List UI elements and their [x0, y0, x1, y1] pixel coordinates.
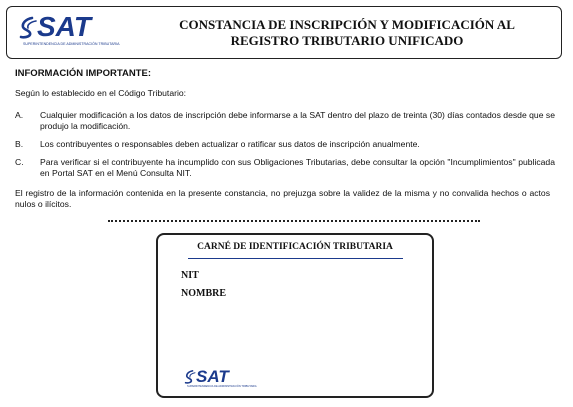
- sat-swoosh-icon: [17, 15, 39, 39]
- sat-logo-subtitle: SUPERINTENDENCIA DE ADMINISTRACIÓN TRIBUTARIA: [23, 42, 120, 46]
- sat-swoosh-icon: [183, 369, 197, 384]
- item-text: Los contribuyentes o responsables deben actualizar o ratificar sus datos de inscripción anualmente.: [40, 139, 420, 149]
- important-info-heading: INFORMACIÓN IMPORTANTE:: [15, 68, 151, 79]
- nit-label: NIT: [181, 270, 199, 281]
- title-line-2: REGISTRO TRIBUTARIO UNIFICADO: [230, 33, 464, 48]
- title-line-1: CONSTANCIA DE INSCRIPCIÓN Y MODIFICACIÓN AL: [179, 17, 515, 32]
- item-letter: B.: [15, 139, 24, 149]
- sat-logo-text: SAT: [196, 367, 229, 386]
- item-text: Para verificar si el contribuyente ha incumplido con sus Obligaciones Tributarias, debe consultar la opción "Incumplimientos" publicada en Portal SAT en el Menú Consulta NIT.: [40, 157, 555, 178]
- nombre-label: NOMBRE: [181, 288, 226, 299]
- intro-text: Según lo establecido en el Código Tributario:: [15, 88, 187, 98]
- sat-logo-text: SAT: [37, 11, 91, 42]
- disclaimer-text: El registro de la información contenida en la presente constancia, no prejuzga sobre la validez de la misma y no convalida hechos o actos nulos o ilícitos.: [15, 188, 550, 209]
- sat-logo: [17, 13, 120, 47]
- document-header: [6, 6, 562, 59]
- card-title: CARNÉ DE IDENTIFICACIÓN TRIBUTARIA: [197, 242, 393, 252]
- item-letter: A.: [15, 110, 24, 120]
- item-text: Cualquier modificación a los datos de inscripción debe informarse a la SAT dentro del plazo de treinta (30) días contados desde que se produjo la modificación.: [40, 110, 555, 131]
- sat-logo-subtitle: SUPERINTENDENCIA DE ADMINISTRACIÓN TRIBUTARIA: [187, 385, 257, 388]
- card-sat-logo: [183, 368, 257, 389]
- card-title-underline: [188, 258, 403, 259]
- document-title: [137, 17, 557, 49]
- cut-line-divider: [108, 220, 480, 222]
- item-letter: C.: [15, 157, 24, 167]
